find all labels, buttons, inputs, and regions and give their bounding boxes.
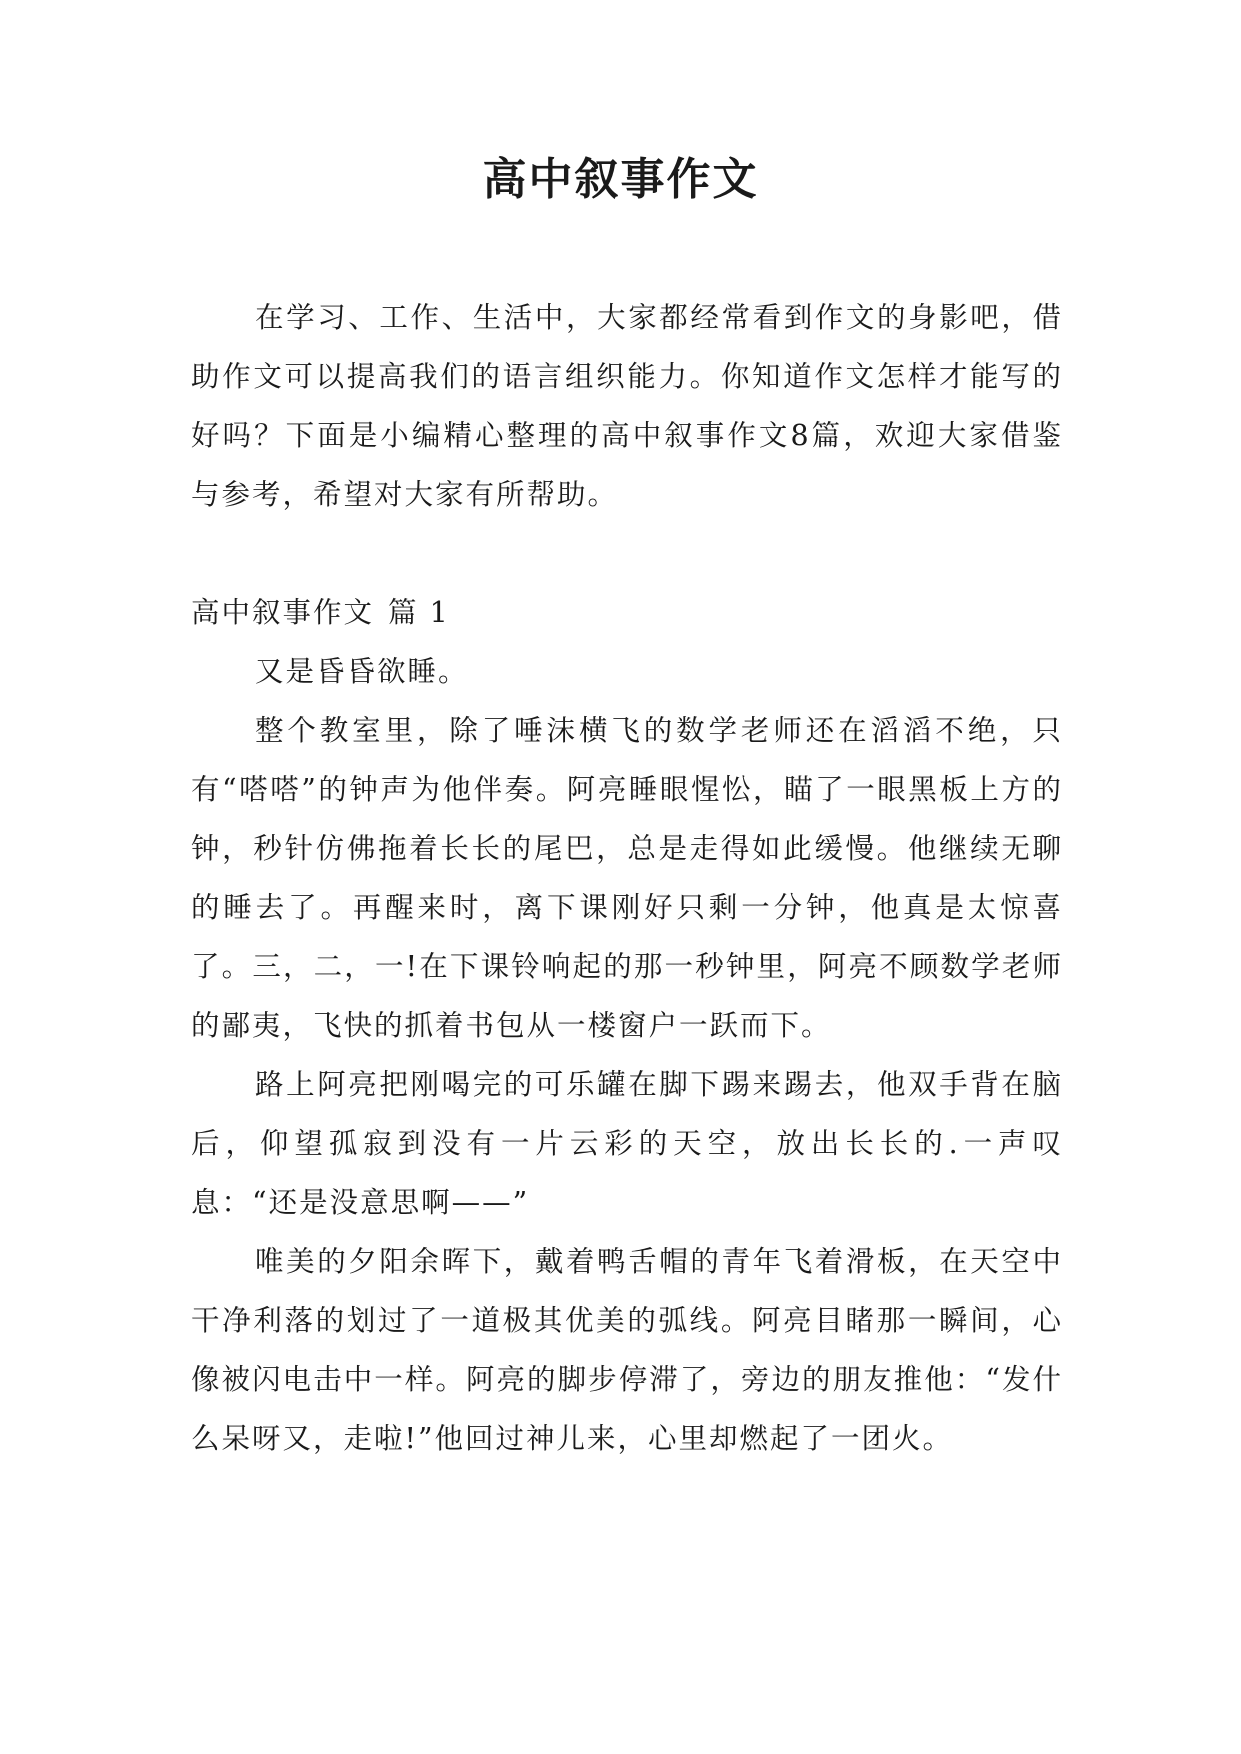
section-paragraph: 唯美的夕阳余晖下，戴着鸭舌帽的青年飞着滑板，在天空中干净利落的划过了一道极其优美的弧线。阿亮目睹那一瞬间，心像被闪电击中一样。阿亮的脚步停滞了，旁边的朋友推他：“发什么呆呀又，走啦!”他回过神儿来，心里却燃起了一团火。	[191, 1245, 1063, 1455]
section-heading-number: 篇 1	[388, 596, 450, 629]
document-body	[191, 288, 1063, 1468]
intro-paragraph: 在学习、工作、生活中，大家都经常看到作文的身影吧，借助作文可以提高我们的语言组织能力。你知道作文怎样才能写的好吗？下面是小编精心整理的高中叙事作文8篇，欢迎大家借鉴与参考，希望对大家有所帮助。	[191, 301, 1063, 511]
section-paragraph: 整个教室里，除了唾沫横飞的数学老师还在滔滔不绝，只有“嗒嗒”的钟声为他伴奏。阿亮睡眼惺忪，瞄了一眼黑板上方的钟，秒针仿佛拖着长长的尾巴，总是走得如此缓慢。他继续无聊的睡去了。再醒来时，离下课刚好只剩一分钟，他真是太惊喜了。三，二，一!在下课铃响起的那一秒钟里，阿亮不顾数学老师的鄙夷，飞快的抓着书包从一楼窗户一跃而下。	[191, 714, 1063, 1042]
section-heading-title: 高中叙事作文	[191, 596, 375, 629]
section-heading	[191, 583, 1063, 642]
document-title: 高中叙事作文	[482, 154, 759, 205]
section-paragraph: 路上阿亮把刚喝完的可乐罐在脚下踢来踢去，他双手背在脑后，仰望孤寂到没有一片云彩的天空，放出长长的.一声叹息：“还是没意思啊——”	[191, 1068, 1063, 1219]
section-paragraph: 又是昏昏欲睡。	[255, 655, 469, 688]
